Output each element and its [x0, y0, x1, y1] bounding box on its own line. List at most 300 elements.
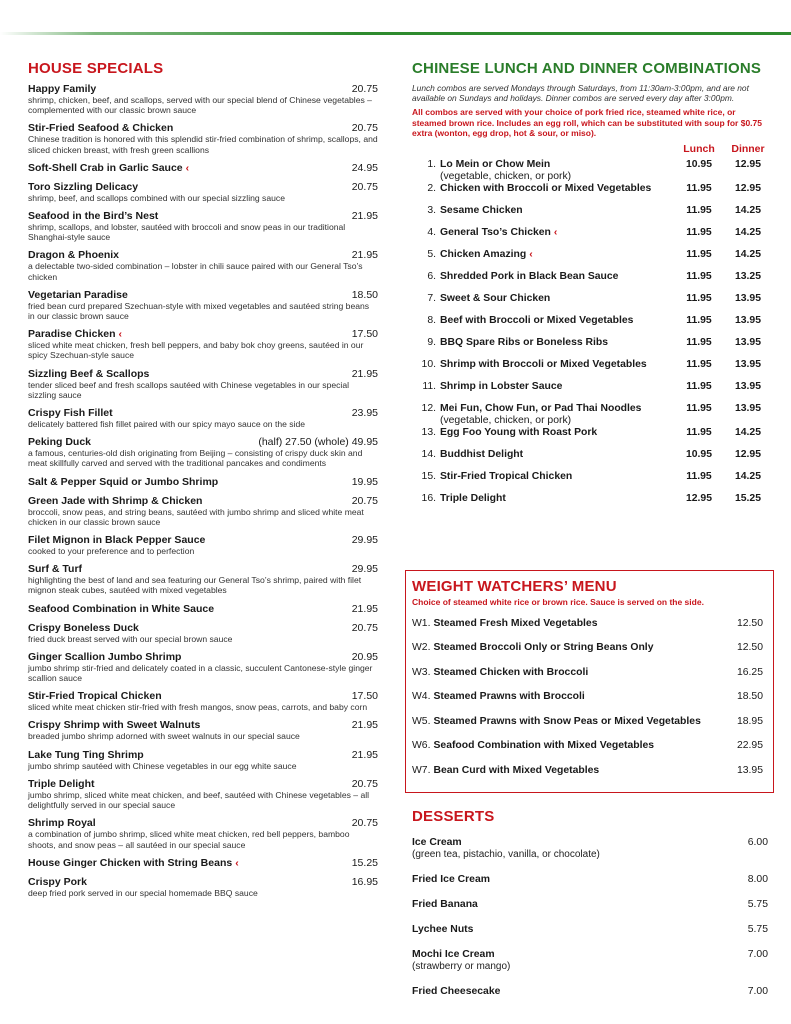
dessert-name: Fried Banana	[412, 899, 478, 910]
combo-name	[440, 493, 674, 505]
ww-code: W3.	[412, 666, 431, 678]
menu-item	[28, 651, 378, 683]
item-name	[28, 690, 162, 702]
weight-watchers-note: Choice of steamed white rice or brown rice. Sauce is served on the side.	[412, 597, 704, 607]
item-price: 23.95	[351, 407, 378, 420]
combinations-list	[412, 159, 772, 515]
item-price: 19.95	[351, 475, 378, 488]
menu-item-row	[28, 563, 378, 575]
item-name	[28, 876, 87, 888]
item-price: (half) 27.50 (whole) 49.95	[258, 436, 378, 449]
lunch-price: 10.95	[685, 158, 712, 170]
item-description: shrimp, scallops, and lobster, sautéed with broccoli and snow peas in our traditional Shanghai-style sauce	[28, 222, 346, 243]
dinner-price: 12.95	[734, 158, 761, 170]
item-name	[28, 719, 200, 731]
ww-item-label	[412, 691, 585, 716]
lunch-column-header: Lunch	[683, 142, 715, 155]
weight-watchers-title: WEIGHT WATCHERS’ MENU	[412, 578, 617, 595]
ww-item-label	[412, 716, 701, 741]
combo-row	[412, 449, 772, 471]
item-description: broccoli, snow peas, and string beans, sautéed with jumbo shrimp and sliced white meat chicken in our classic brown sauce	[28, 506, 364, 527]
menu-item	[28, 603, 378, 615]
desserts-title: DESSERTS	[412, 808, 495, 825]
combo-row	[412, 337, 772, 359]
dinner-price: 15.25	[734, 492, 761, 504]
menu-item-row	[28, 719, 378, 731]
item-price: 21.95	[351, 367, 378, 380]
ww-code: W5.	[412, 715, 431, 727]
combo-row	[412, 293, 772, 315]
item-name-text: Vegetarian Paradise	[28, 288, 128, 301]
dessert-name: Fried Cheesecake	[412, 986, 501, 997]
dessert-options: (strawberry or mango)	[412, 961, 511, 972]
menu-item-row	[28, 857, 378, 869]
item-name	[28, 436, 91, 448]
combo-name-text: Mei Fun, Chow Fun, or Pad Thai Noodles	[440, 402, 642, 414]
item-name	[28, 534, 205, 546]
dessert-price: 5.75	[747, 924, 768, 935]
item-name-text: Stir-Fried Seafood & Chicken	[28, 122, 174, 135]
chili-pepper-icon: ‹	[235, 856, 239, 869]
combinations-section	[412, 60, 772, 515]
item-name	[28, 368, 149, 380]
item-name-text: Crispy Shrimp with Sweet Walnuts	[28, 719, 201, 732]
weight-watchers-row	[412, 765, 767, 790]
item-name	[28, 122, 173, 134]
item-name	[28, 407, 113, 419]
weight-watchers-section	[405, 570, 774, 793]
combo-name	[440, 249, 674, 261]
combo-options: (vegetable, chicken, or pork)	[440, 414, 572, 426]
item-description: fried duck breast served with our special brown sauce	[28, 633, 233, 644]
combo-number: 1.	[427, 158, 436, 170]
item-price: 20.75	[351, 817, 378, 830]
menu-item	[28, 210, 378, 242]
item-description: highlighting the best of land and sea featuring our General Tso’s shrimp, paired with filet mignon steak cubes, sautéed with mixed vegetables	[28, 575, 362, 596]
item-name	[28, 249, 119, 261]
item-price: 20.75	[351, 621, 378, 634]
ww-price: 18.95	[736, 715, 763, 727]
dessert-price: 6.00	[747, 837, 768, 848]
combo-number: 7.	[427, 292, 436, 304]
item-price: 21.95	[351, 249, 378, 262]
combo-name	[440, 271, 674, 283]
combo-name-text: Chicken Amazing	[440, 248, 527, 260]
desserts-list	[412, 837, 768, 998]
combo-name-text: Buddhist Delight	[440, 448, 524, 460]
combinations-sides-note: All combos are served with your choice of pork fried rice, steamed white rice, or steamed brown rice. Includes an egg roll, which can be substituted with soup for $0.75 extra (wonton, egg drop, hot & sour, or miso).	[412, 107, 762, 138]
item-description: jumbo shrimp, sliced white meat chicken, and beef, sautéed with Chinese vegetables – all delightfully served in our special sauce	[28, 789, 370, 811]
item-name-text: Crispy Boneless Duck	[28, 621, 139, 634]
item-price: 17.50	[351, 328, 378, 341]
item-name-text: Filet Mignon in Black Pepper Sauce	[28, 534, 206, 547]
lunch-price: 11.95	[686, 426, 712, 438]
combo-name	[440, 359, 674, 371]
item-price: 21.95	[351, 210, 378, 223]
lunch-price: 11.95	[686, 292, 712, 304]
combo-number: 13.	[421, 426, 436, 438]
combo-number: 2.	[427, 182, 436, 194]
ww-code: W4.	[412, 691, 431, 702]
menu-item-row	[28, 749, 378, 761]
dessert-row	[412, 874, 768, 886]
dinner-price: 12.95	[734, 182, 761, 194]
dinner-price: 13.95	[734, 314, 761, 326]
item-description: fried bean curd prepared Szechuan-style with mixed vegetables and sautéed string beans in our classic brown sauce	[28, 300, 370, 322]
combo-name	[440, 471, 674, 483]
dinner-column-header: Dinner	[731, 142, 765, 155]
weight-watchers-row	[412, 667, 767, 692]
combo-row	[412, 381, 772, 403]
lunch-price: 11.95	[686, 226, 712, 238]
item-name	[28, 651, 181, 663]
item-price: 20.75	[351, 122, 378, 135]
menu-item	[28, 534, 378, 556]
dessert-row	[412, 949, 768, 961]
item-price: 20.75	[351, 494, 378, 507]
item-price: 18.50	[351, 288, 378, 301]
ww-item-label	[412, 765, 599, 790]
item-name	[28, 857, 239, 869]
menu-item-row	[28, 181, 378, 193]
combo-number: 12.	[421, 402, 436, 414]
combo-row	[412, 315, 772, 337]
item-price: 20.75	[351, 180, 378, 193]
menu-item-row	[28, 328, 378, 340]
item-name	[28, 83, 96, 95]
combinations-column-headers	[412, 143, 772, 155]
menu-item-row	[28, 83, 378, 95]
lunch-price: 11.95	[686, 248, 712, 260]
combo-name-text: Stir-Fried Tropical Chicken	[440, 470, 573, 482]
top-divider	[0, 32, 791, 35]
combo-name-text: Shrimp in Lobster Sauce	[440, 380, 563, 392]
combo-row	[412, 493, 772, 515]
combo-number: 4.	[427, 226, 436, 238]
ww-price: 16.25	[736, 666, 763, 678]
lunch-price: 11.95	[686, 358, 712, 370]
ww-code: W7.	[412, 764, 431, 776]
combo-name-text: BBQ Spare Ribs or Boneless Ribs	[440, 336, 609, 348]
ww-item-label	[412, 642, 653, 667]
item-description: a famous, centuries-old dish originating from Beijing – consisting of crispy duck skin and meat skillfully carved and served with the traditional pancakes and condiments	[28, 448, 363, 469]
item-name	[28, 328, 122, 340]
item-name-text: Surf & Turf	[28, 563, 83, 576]
item-name-text: Triple Delight	[28, 777, 95, 790]
item-name-text: Salt & Pepper Squid or Jumbo Shrimp	[28, 475, 219, 488]
item-price: 20.95	[351, 650, 378, 663]
menu-item-row	[28, 436, 378, 448]
combo-row	[412, 359, 772, 381]
ww-name: Steamed Chicken with Broccoli	[433, 666, 589, 678]
menu-item	[28, 122, 378, 154]
combo-row	[412, 471, 772, 493]
combo-row	[412, 183, 772, 205]
combo-number: 5.	[427, 248, 436, 260]
item-name-text: Dragon & Phoenix	[28, 249, 120, 262]
weight-watchers-row	[412, 618, 767, 643]
item-price: 20.75	[351, 777, 378, 790]
dessert-name: Fried Ice Cream	[412, 874, 490, 885]
menu-item-row	[28, 476, 378, 488]
weight-watchers-list	[412, 618, 767, 790]
dinner-price: 14.25	[734, 204, 761, 216]
house-specials-title: HOUSE SPECIALS	[28, 60, 164, 77]
item-description: a delectable two-sided combination – lobster in chili sauce paired with our General Tso’s chicken	[28, 261, 363, 282]
item-name	[28, 622, 139, 634]
menu-item	[28, 181, 378, 203]
item-name	[28, 817, 96, 829]
combo-name-text: Lo Mein or Chow Mein	[440, 158, 551, 170]
combo-name	[440, 183, 674, 195]
item-name-text: Seafood Combination in White Sauce	[28, 602, 215, 615]
item-name-text: Peking Duck	[28, 436, 92, 449]
menu-item	[28, 690, 378, 712]
chili-pepper-icon: ‹	[553, 226, 558, 238]
combo-row	[412, 205, 772, 227]
dessert-name: Lychee Nuts	[412, 924, 474, 935]
menu-item-row	[28, 162, 378, 174]
item-name-text: Crispy Fish Fillet	[28, 407, 113, 420]
dessert-item	[412, 986, 768, 998]
item-name-text: Stir-Fried Tropical Chicken	[28, 690, 162, 703]
dessert-item	[412, 949, 768, 973]
combo-number: 14.	[421, 448, 436, 460]
combo-number: 3.	[427, 204, 436, 216]
item-price: 21.95	[351, 602, 378, 615]
combo-name-text: Shrimp with Broccoli or Mixed Vegetables	[440, 358, 647, 370]
menu-item	[28, 289, 378, 321]
dinner-price: 13.95	[734, 292, 761, 304]
item-description: deep fried pork served in our special homemade BBQ sauce	[28, 887, 258, 898]
menu-item	[28, 749, 378, 771]
dessert-row	[412, 924, 768, 936]
ww-name: Steamed Broccoli Only or String Beans Only	[433, 642, 654, 653]
item-price: 29.95	[351, 563, 378, 576]
menu-item-row	[28, 876, 378, 888]
item-name	[28, 210, 158, 222]
ww-item-label	[412, 618, 598, 643]
menu-item-row	[28, 368, 378, 380]
house-specials-list	[28, 83, 378, 898]
item-price: 20.75	[351, 83, 378, 95]
item-description: shrimp, beef, and scallops combined with our special sizzling sauce	[28, 192, 285, 203]
item-price: 21.95	[351, 719, 378, 732]
menu-item-row	[28, 249, 378, 261]
menu-item-row	[28, 495, 378, 507]
item-price: 24.95	[351, 161, 378, 174]
combo-options: (vegetable, chicken, or pork)	[440, 170, 572, 182]
ww-code: W6.	[412, 740, 431, 751]
menu-item	[28, 719, 378, 741]
lunch-price: 11.95	[686, 402, 712, 414]
dinner-price: 13.95	[734, 336, 761, 348]
item-name-text: House Ginger Chicken with String Beans	[28, 856, 233, 869]
combo-row	[412, 249, 772, 271]
menu-item-row	[28, 534, 378, 546]
item-description: a combination of jumbo shrimp, sliced white meat chicken, red bell peppers, bamboo shoots, and snow peas – all sautéed in our special sauce	[28, 829, 350, 850]
ww-price: 12.50	[736, 642, 763, 653]
menu-item	[28, 407, 378, 429]
lunch-price: 11.95	[686, 182, 712, 194]
combo-row	[412, 159, 772, 183]
ww-item-label	[412, 667, 588, 692]
menu-item-row	[28, 289, 378, 301]
combo-number: 15.	[421, 470, 436, 482]
ww-name: Steamed Prawns with Broccoli	[433, 691, 585, 702]
menu-item-row	[28, 690, 378, 702]
combo-number: 10.	[421, 358, 436, 370]
dessert-price: 5.75	[747, 899, 768, 910]
dinner-price: 12.95	[734, 448, 761, 460]
item-name	[28, 495, 202, 507]
ww-price: 18.50	[736, 691, 763, 702]
item-name-text: Sizzling Beef & Scallops	[28, 367, 150, 380]
menu-item	[28, 83, 378, 115]
item-name	[28, 476, 218, 488]
menu-item	[28, 857, 378, 869]
item-name	[28, 162, 189, 174]
ww-price: 13.95	[736, 764, 763, 776]
chili-pepper-icon: ‹	[118, 328, 123, 341]
lunch-price: 11.95	[686, 270, 712, 282]
combo-name	[440, 293, 674, 305]
lunch-price: 11.95	[686, 204, 712, 216]
ww-name: Seafood Combination with Mixed Vegetables	[433, 740, 655, 751]
menu-item	[28, 162, 378, 174]
dinner-price: 13.95	[734, 358, 761, 370]
dessert-price: 8.00	[747, 874, 768, 885]
item-name-text: Toro Sizzling Delicacy	[28, 180, 139, 193]
combo-name	[440, 315, 674, 327]
menu-item	[28, 476, 378, 488]
combo-name-text: Triple Delight	[440, 492, 506, 504]
combinations-hours-note: Lunch combos are served Mondays through Saturdays, from 11:30am-3:00pm, and are not available on Sundays and holidays. Dinner combos are served every day after 3:00pm.	[412, 83, 749, 103]
combo-name	[440, 159, 674, 183]
item-price: 16.95	[351, 875, 378, 888]
combinations-title: CHINESE LUNCH AND DINNER COMBINATIONS	[412, 60, 762, 77]
combo-name-text: Egg Foo Young with Roast Pork	[440, 426, 598, 438]
item-description: jumbo shrimp sautéed with Chinese vegetables in our egg white sauce	[28, 760, 297, 771]
combo-name	[440, 381, 674, 393]
item-description: Chinese tradition is honored with this splendid stir-fried combination of shrimp, scallops, and sliced chicken breast, with fresh green scallions	[28, 134, 378, 155]
dinner-price: 13.25	[734, 270, 761, 282]
lunch-price: 11.95	[686, 380, 712, 392]
dessert-row	[412, 986, 768, 998]
menu-item	[28, 563, 378, 595]
item-name-text: Green Jade with Shrimp & Chicken	[28, 494, 203, 507]
menu-item-row	[28, 778, 378, 790]
combo-name-text: Chicken with Broccoli or Mixed Vegetables	[440, 182, 652, 194]
item-name	[28, 603, 214, 615]
item-description: shrimp, chicken, beef, and scallops, served with our special blend of Chinese vegetables – complemented with our classic brown sauce	[28, 95, 372, 116]
item-name-text: Shrimp Royal	[28, 817, 96, 830]
weight-watchers-row	[412, 740, 767, 765]
item-description: sliced white meat chicken stir-fried with fresh mangos, snow peas, carrots, and baby corn	[28, 702, 368, 713]
ww-price: 22.95	[736, 740, 763, 751]
weight-watchers-row	[412, 642, 767, 667]
dinner-price: 14.25	[734, 248, 761, 260]
menu-item	[28, 495, 378, 527]
combo-number: 6.	[427, 270, 436, 282]
lunch-price: 11.95	[686, 336, 712, 348]
menu-item-row	[28, 817, 378, 829]
combo-row	[412, 271, 772, 293]
ww-code: W1.	[412, 617, 431, 629]
combo-name	[440, 449, 674, 461]
item-name-text: Seafood in the Bird’s Nest	[28, 210, 159, 223]
combo-name	[440, 427, 674, 439]
dinner-price: 14.25	[734, 470, 761, 482]
menu-item	[28, 778, 378, 810]
dessert-price: 7.00	[747, 986, 768, 997]
weight-watchers-row	[412, 691, 767, 716]
menu-item	[28, 622, 378, 644]
dessert-item	[412, 899, 768, 911]
item-name-text: Soft-Shell Crab in Garlic Sauce	[28, 161, 183, 174]
item-price: 29.95	[351, 534, 378, 547]
dessert-price: 7.00	[747, 949, 768, 960]
ww-item-label	[412, 740, 654, 765]
lunch-price: 11.95	[686, 470, 712, 482]
menu-item	[28, 368, 378, 400]
combo-row	[412, 427, 772, 449]
dinner-price: 13.95	[734, 380, 761, 392]
menu-item	[28, 249, 378, 281]
item-name	[28, 181, 138, 193]
chili-pepper-icon: ‹	[529, 248, 533, 260]
menu-item-row	[28, 622, 378, 634]
item-description: cooked to your preference and to perfection	[28, 546, 195, 557]
combo-name-text: Beef with Broccoli or Mixed Vegetables	[440, 314, 634, 326]
menu-item	[28, 328, 378, 360]
menu-item	[28, 817, 378, 849]
item-description: jumbo shrimp stir-fried and delicately coated in a classic, succulent Cantonese-style ginger scallion sauce	[28, 662, 373, 684]
lunch-price: 10.95	[685, 448, 712, 460]
menu-item-row	[28, 407, 378, 419]
ww-price: 12.50	[736, 617, 763, 629]
combo-name	[440, 205, 674, 217]
desserts-section	[412, 808, 768, 1011]
menu-item-row	[28, 122, 378, 134]
combo-name-text: Sesame Chicken	[440, 204, 523, 216]
dessert-name: Ice Cream	[412, 837, 462, 848]
lunch-price: 12.95	[685, 492, 712, 504]
ww-name: Steamed Fresh Mixed Vegetables	[433, 617, 598, 629]
dessert-row	[412, 837, 768, 849]
combo-name-text: General Tso’s Chicken	[440, 226, 551, 238]
item-name	[28, 563, 82, 575]
menu-item	[28, 436, 378, 468]
combo-name-text: Sweet & Sour Chicken	[440, 292, 551, 304]
item-name-text: Crispy Pork	[28, 875, 87, 888]
item-name	[28, 289, 128, 301]
combo-number: 11.	[422, 380, 436, 392]
house-specials-section	[28, 60, 378, 905]
dinner-price: 13.95	[734, 402, 761, 414]
item-price: 21.95	[351, 748, 378, 761]
item-price: 17.50	[351, 690, 378, 703]
dessert-name: Mochi Ice Cream	[412, 949, 495, 960]
combo-name	[440, 337, 674, 349]
item-name-text: Ginger Scallion Jumbo Shrimp	[28, 650, 182, 663]
ww-name: Steamed Prawns with Snow Peas or Mixed Vegetables	[433, 715, 701, 727]
chili-pepper-icon: ‹	[185, 161, 190, 174]
ww-code: W2.	[412, 642, 431, 653]
menu-item	[28, 876, 378, 898]
lunch-price: 11.95	[686, 314, 712, 326]
combo-name	[440, 403, 674, 427]
